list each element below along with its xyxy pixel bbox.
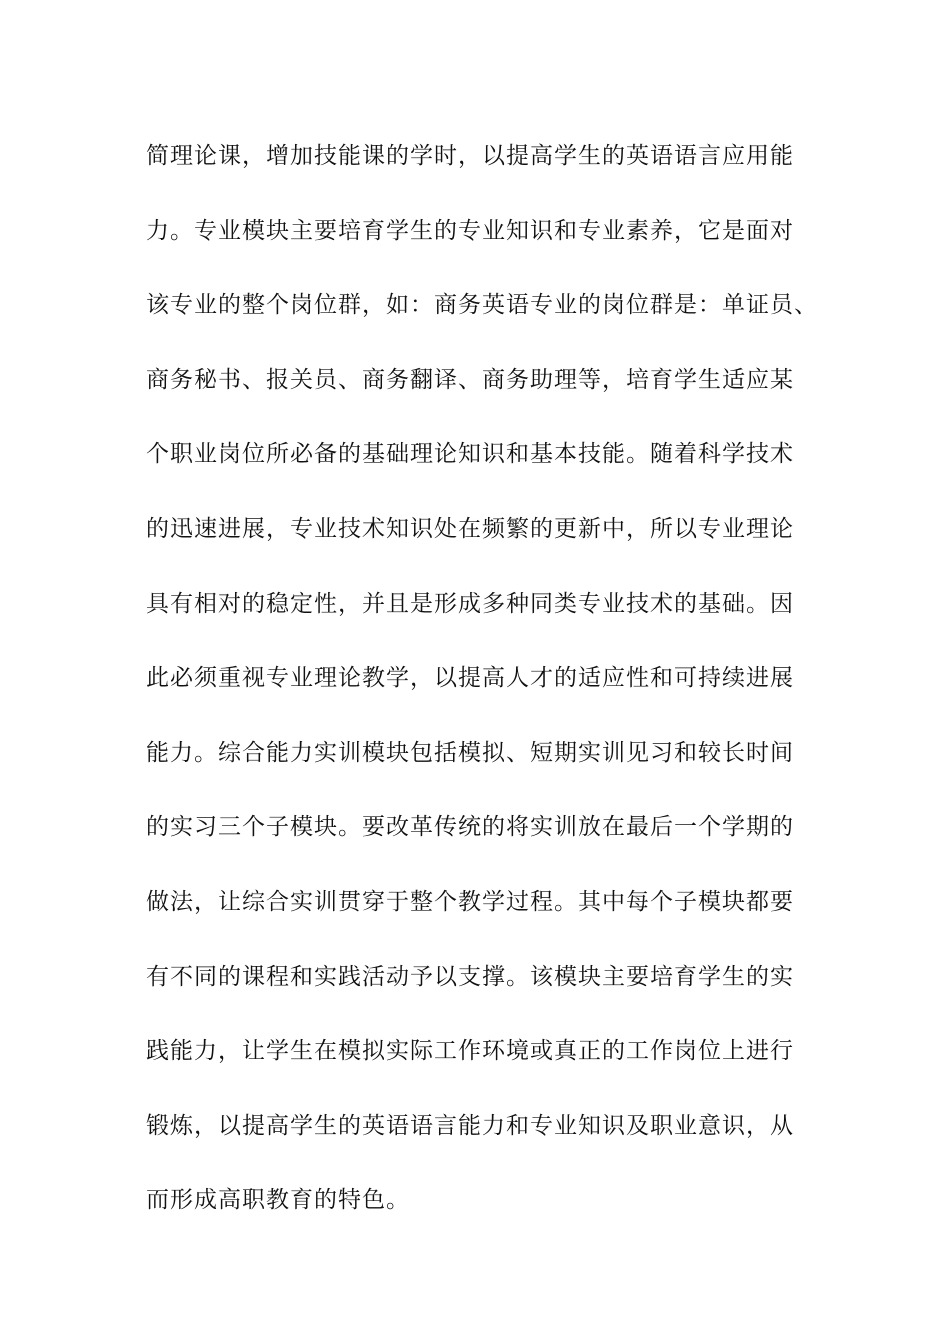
text-line: 该专业的整个岗位群，如：商务英语专业的岗位群是：单证员、 (146, 292, 818, 319)
text-line: 能力。综合能力实训模块包括模拟、短期实训见习和较长时间 (146, 739, 794, 766)
text-line: 力。专业模块主要培育学生的专业知识和专业素养，它是面对 (146, 217, 794, 244)
text-line: 简理论课，增加技能课的学时，以提高学生的英语语言应用能 (146, 143, 794, 169)
text-line: 个职业岗位所必备的基础理论知识和基本技能。随着科学技术 (146, 441, 794, 468)
text-line: 的迅速进展，专业技术知识处在频繁的更新中，所以专业理论 (146, 515, 794, 542)
text-line: 此必须重视专业理论教学，以提高人才的适应性和可持续进展 (146, 665, 794, 692)
text-line: 做法，让综合实训贯穿于整个教学过程。其中每个子模块都要 (146, 888, 794, 915)
text-line: 有不同的课程和实践活动予以支撑。该模块主要培育学生的实 (146, 963, 794, 990)
text-line: 践能力，让学生在模拟实际工作环境或真正的工作岗位上进行 (146, 1038, 794, 1065)
text-line: 商务秘书、报关员、商务翻译、商务助理等，培育学生适应某 (146, 366, 794, 393)
text-line: 而形成高职教育的特色。 (146, 1187, 410, 1214)
text-line: 锻炼，以提高学生的英语语言能力和专业知识及职业意识，从 (146, 1112, 794, 1139)
text-line: 具有相对的稳定性，并且是形成多种同类专业技术的基础。因 (146, 590, 794, 617)
text-line: 的实习三个子模块。要改革传统的将实训放在最后一个学期的 (146, 814, 794, 841)
body-text (146, 132, 826, 1251)
